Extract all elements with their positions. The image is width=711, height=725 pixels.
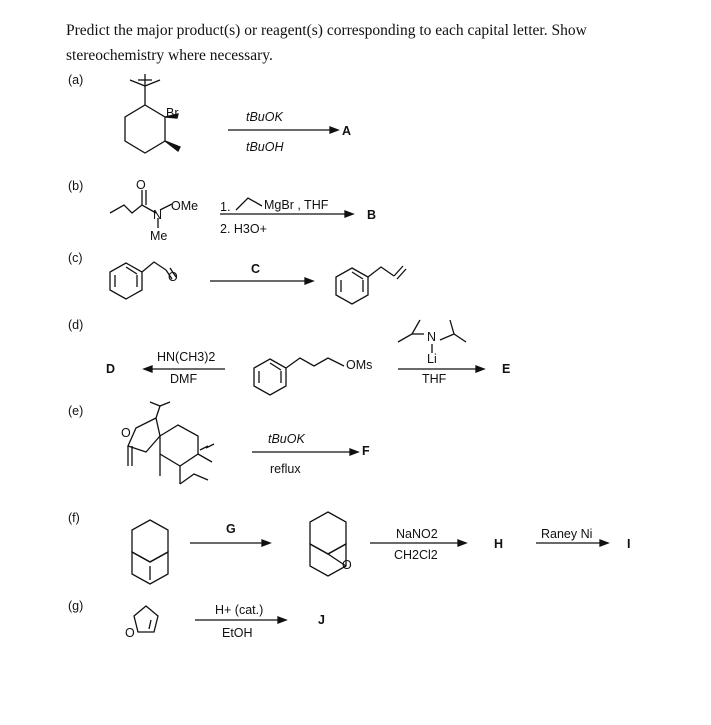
product-d: D bbox=[106, 362, 116, 376]
reagent-g-top: H+ (cat.) bbox=[215, 603, 264, 617]
structure-d-mesylate bbox=[254, 358, 344, 395]
arrow-c bbox=[210, 278, 313, 284]
label-part-f: (f) bbox=[68, 511, 80, 525]
atom-label-oms: OMs bbox=[346, 358, 373, 372]
reagent-b-step1: MgBr , THF bbox=[264, 198, 329, 212]
reagent-b-step2: 2. H3O+ bbox=[220, 222, 267, 236]
question-line-1: Predict the major product(s) or reagent(s) corresponding to each capital letter. Show bbox=[66, 22, 587, 39]
ethyl-fragment-b bbox=[236, 198, 262, 210]
label-part-a: (a) bbox=[68, 73, 84, 87]
label-part-g: (g) bbox=[68, 599, 84, 613]
product-a: A bbox=[342, 124, 352, 138]
atom-label-n-d: N bbox=[427, 330, 437, 344]
reagent-g: G bbox=[226, 522, 236, 536]
reagent-d-left-top: HN(CH3)2 bbox=[157, 350, 216, 364]
atom-label-o-c: O bbox=[168, 270, 178, 284]
label-part-b: (b) bbox=[68, 179, 84, 193]
reagent-raney-ni: Raney Ni bbox=[541, 527, 593, 541]
reagent-g-bottom: EtOH bbox=[222, 626, 253, 640]
reagent-d-left-bottom: DMF bbox=[170, 372, 198, 386]
structure-c-allylbenzene bbox=[336, 266, 406, 304]
structure-f-epoxide bbox=[310, 512, 346, 576]
arrow-e bbox=[252, 449, 358, 455]
atom-label-br: Br bbox=[166, 106, 179, 120]
atom-label-n-b: N bbox=[153, 208, 163, 222]
product-e: E bbox=[502, 362, 511, 376]
label-part-c: (c) bbox=[68, 251, 83, 265]
atom-label-me: Me bbox=[150, 229, 168, 243]
solvent-d: THF bbox=[422, 372, 447, 386]
atom-label-ome: OMe bbox=[171, 199, 199, 213]
product-i: I bbox=[627, 537, 631, 551]
arrow-g bbox=[195, 617, 286, 623]
structure-b-weinreb-amide bbox=[110, 190, 172, 228]
reagent-f-top: NaNO2 bbox=[396, 527, 438, 541]
reagent-c: C bbox=[251, 262, 261, 276]
atom-label-li: Li bbox=[427, 352, 437, 366]
structure-c-phenylacetaldehyde bbox=[110, 262, 176, 299]
reagent-f-bottom: CH2Cl2 bbox=[394, 548, 438, 562]
product-h: H bbox=[494, 537, 504, 551]
question-line-2: stereochemistry where necessary. bbox=[66, 47, 273, 64]
structure-g-dihydrofuran bbox=[134, 606, 158, 632]
product-f: F bbox=[362, 444, 370, 458]
reagent-a-top: tBuOK bbox=[246, 110, 283, 124]
atom-label-o-e: O bbox=[121, 426, 131, 440]
structure-f-octalin bbox=[132, 520, 168, 584]
arrow-f1 bbox=[190, 540, 270, 546]
reagent-e-top: tBuOK bbox=[268, 432, 305, 446]
product-b: B bbox=[367, 208, 377, 222]
label-part-e: (e) bbox=[68, 404, 84, 418]
atom-label-o-g: O bbox=[125, 626, 135, 640]
structure-e-tricyclic bbox=[128, 402, 214, 484]
atom-label-o-b: O bbox=[136, 178, 146, 192]
reagent-b-step1-num: 1. bbox=[220, 200, 231, 214]
reagent-e-bottom: reflux bbox=[270, 462, 301, 476]
reagent-a-bottom: tBuOH bbox=[246, 140, 284, 154]
arrow-a bbox=[228, 127, 338, 133]
atom-label-o-f: O bbox=[342, 558, 352, 572]
product-j: J bbox=[318, 613, 325, 627]
label-part-d: (d) bbox=[68, 318, 84, 332]
